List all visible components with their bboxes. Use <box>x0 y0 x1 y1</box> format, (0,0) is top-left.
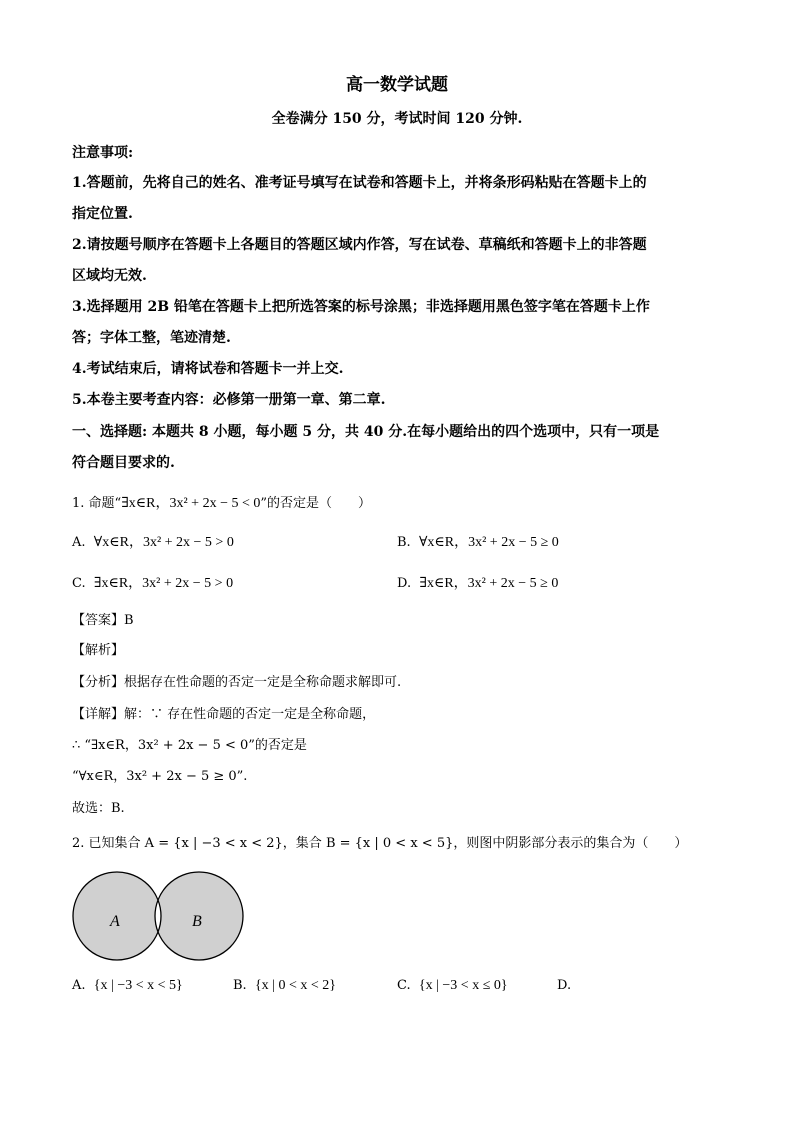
venn-label-b: B <box>192 913 202 930</box>
option-c[interactable] <box>72 572 233 592</box>
notice-heading: 注意事项: <box>72 145 134 161</box>
analysis-fenxi: 【分析】根据存在性命题的否定一定是全称命题求解即可. <box>72 675 402 690</box>
section-heading: 一、选择题: 本题共 8 小题，每小题 5 分，共 40 分.在每小题给出的四个选项中，只有一项是 <box>72 424 660 440</box>
section-heading-cont: 符合题目要求的. <box>72 455 175 471</box>
option-label: A. <box>72 978 86 993</box>
option-a[interactable] <box>72 531 234 551</box>
q2-option-d[interactable] <box>557 978 571 993</box>
option-label: B. <box>233 978 247 993</box>
exam-subtitle: 全卷满分 150 分，考试时间 120 分钟. <box>271 111 523 127</box>
analysis-therefore: ∴ “∃x∈R，3x² + 2x − 5 < 0”的否定是 <box>72 738 307 753</box>
option-text: ∃x∈R，3x² + 2x − 5 ≥ 0 <box>419 576 559 591</box>
option-label: A. <box>72 535 86 550</box>
option-text: {x | −3 < x < 5} <box>93 978 183 993</box>
q2-option-b[interactable] <box>233 978 336 994</box>
q2-option-c[interactable] <box>397 978 508 994</box>
notice-line: 区域均无效. <box>72 268 147 284</box>
notice-line: 2.请按题号顺序在答题卡上各题目的答题区域内作答，写在试卷、草稿纸和答题卡上的非答题 <box>72 237 647 253</box>
analysis-xiangjie: 【详解】解：∵ 存在性命题的否定一定是全称命题， <box>72 707 376 722</box>
option-label: D. <box>397 576 412 591</box>
analysis-result: “∀x∈R，3x² + 2x − 5 ≥ 0”. <box>72 769 248 784</box>
option-text: ∀x∈R，3x² + 2x − 5 > 0 <box>93 535 234 550</box>
option-label: B. <box>397 535 411 550</box>
question-1-expr: ∃x∈R，3x² + 2x − 5 < 0 <box>121 496 261 511</box>
question-1-prefix: 1. 命题“ <box>72 496 122 511</box>
option-text: ∃x∈R，3x² + 2x − 5 > 0 <box>93 576 234 591</box>
analysis-tag: 【解析】 <box>72 643 125 658</box>
notice-line: 答；字体工整，笔迹清楚. <box>72 330 231 346</box>
option-label: C. <box>397 978 411 993</box>
venn-label-a: A <box>110 913 120 930</box>
notice-line: 5.本卷主要考查内容：必修第一册第一章、第二章. <box>72 392 386 408</box>
analysis-conclusion: 故选：B. <box>72 801 125 816</box>
option-b[interactable] <box>397 531 559 551</box>
option-text: {x | 0 < x < 2} <box>254 978 336 993</box>
notice-line: 4.考试结束后，请将试卷和答题卡一并上交. <box>72 361 344 377</box>
option-label: C. <box>72 576 86 591</box>
option-label: D. <box>557 978 572 993</box>
question-1-suffix: ”的否定是（ ） <box>260 496 372 511</box>
question-1-stem <box>72 492 371 512</box>
answer-line: 【答案】B <box>72 613 134 628</box>
notice-line: 指定位置. <box>72 206 133 222</box>
page-title: 高一数学试题 <box>346 75 448 95</box>
q2-option-a[interactable] <box>72 978 183 994</box>
option-text: ∀x∈R，3x² + 2x − 5 ≥ 0 <box>418 535 559 550</box>
notice-line: 3.选择题用 2B 铅笔在答题卡上把所选答案的标号涂黑；非选择题用黑色签字笔在答题卡上作 <box>72 299 650 315</box>
notice-line: 1.答题前，先将自己的姓名、准考证号填写在试卷和答题卡上，并将条形码粘贴在答题卡上的 <box>72 175 647 191</box>
question-2-stem: 2. 已知集合 A = {x | −3 < x < 2}，集合 B = {x | 0 < x < 5}，则图中阴影部分表示的集合为（ ） <box>72 836 688 851</box>
option-text: {x | −3 < x ≤ 0} <box>418 978 508 993</box>
venn-diagram <box>72 866 252 966</box>
option-d[interactable] <box>397 572 558 592</box>
